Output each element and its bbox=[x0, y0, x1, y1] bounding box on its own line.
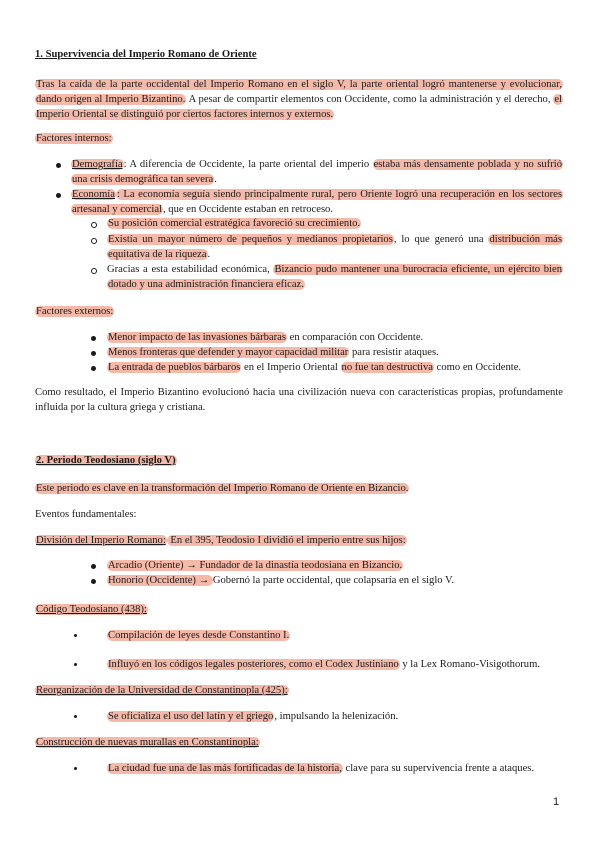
sub-bullet-icon bbox=[91, 238, 97, 244]
bullet-icon bbox=[74, 767, 77, 770]
section-1-intro: Tras la caída de la parte occidental del Imperio Romano en el siglo V, la parte oriental logró mantenerse y evolucionar, dando origen al Imperio Bizantino. A pesar de compartir elementos con Occidente, como la administración y el derecho, el Imperio Oriental se distinguió por ciertos factores internos y externos. bbox=[36, 79, 562, 120]
sub-item-propietarios: Existía un mayor número de pequeños y medianos propietarios, lo que generó una distribución más equitativa de la riqueza. bbox=[108, 234, 563, 260]
external-factors-label: Factores externos: bbox=[36, 306, 114, 317]
list-item-demografia: Demografía: A diferencia de Occidente, la parte oriental del imperio estaba más densamente poblada y no sufrió una crisis demográfica tan severa. bbox=[72, 159, 562, 185]
bullet-icon bbox=[56, 193, 61, 198]
list-item-invasiones: Menor impacto de las invasiones bárbaras en comparación con Occidente. bbox=[108, 332, 424, 343]
internal-factors-label: Factores internos: bbox=[36, 133, 112, 144]
list-item-pueblos-barbaros: La entrada de pueblos bárbaros en el Imperio Oriental no fue tan destructiva como en Occidente. bbox=[108, 362, 522, 373]
sub-item-estabilidad: Gracias a esta estabilidad económica, Bizancio pudo mantener una burocracia eficiente, un ejército bien dotado y una administración financiera eficaz. bbox=[107, 264, 563, 290]
list-item-codigo-compilacion: Compilación de leyes desde Constantino I. bbox=[108, 630, 290, 641]
list-item-codigo-influencia: Influyó en los códigos legales posteriores, como el Codex Justiniano y la Lex Romano-Visigothorum. bbox=[108, 659, 540, 670]
bullet-icon bbox=[91, 366, 96, 371]
bullet-icon bbox=[74, 663, 77, 666]
list-item-murallas: La ciudad fue una de las más fortificadas de la historia, clave para su supervivencia frente a ataques. bbox=[108, 763, 535, 774]
sub-item-posicion: Su posición comercial estratégica favoreció su crecimiento. bbox=[108, 218, 361, 229]
events-label: Eventos fundamentales: bbox=[35, 509, 137, 520]
bullet-icon bbox=[74, 634, 77, 637]
bullet-icon bbox=[91, 336, 96, 341]
sub-bullet-icon bbox=[91, 222, 97, 228]
section-2-intro: Este periodo es clave en la transformación del Imperio Romano de Oriente en Bizancio. bbox=[36, 483, 409, 494]
list-item-arcadio: Arcadio (Oriente) → Fundador de la dinastía teodosiana en Bizancio. bbox=[108, 560, 403, 571]
codigo-heading: Código Teodosiano (438): bbox=[36, 604, 147, 615]
bullet-icon bbox=[74, 715, 77, 718]
list-item-universidad: Se oficializa el uso del latín y el griego, impulsando la helenización. bbox=[108, 711, 399, 722]
division-heading: División del Imperio Romano: En el 395, Teodosio I dividió el imperio entre sus hijos: bbox=[36, 535, 406, 546]
bullet-icon bbox=[56, 163, 61, 168]
bullet-icon bbox=[91, 351, 96, 356]
sub-bullet-icon bbox=[91, 268, 97, 274]
section-1-heading: 1. Supervivencia del Imperio Romano de Oriente bbox=[35, 49, 257, 60]
list-item-fronteras: Menos fronteras que defender y mayor capacidad militar para resistir ataques. bbox=[108, 347, 439, 358]
list-item-economia: Economía : La economía seguía siendo principalmente rural, pero Oriente logró una recuperación en los sectores artesanal y comercial, que en Occidente estaban en retroceso. bbox=[72, 189, 562, 215]
section-1-conclusion: Como resultado, el Imperio Bizantino evolucionó hacia una civilización nueva con características propias, profundamente influida por la cultura griega y cristiana. bbox=[35, 387, 563, 413]
bullet-icon bbox=[91, 579, 96, 584]
page-number: 1 bbox=[553, 796, 560, 808]
universidad-heading: Reorganización de la Universidad de Constantinopla (425): bbox=[36, 685, 288, 696]
murallas-heading: Construcción de nuevas murallas en Constantinopla: bbox=[36, 737, 259, 748]
bullet-icon bbox=[91, 564, 96, 569]
section-2-heading: 2. Periodo Teodosiano (siglo V) bbox=[36, 455, 176, 466]
list-item-honorio: Honorio (Occidente) → Gobernó la parte occidental, que colapsaría en el siglo V. bbox=[108, 575, 454, 586]
